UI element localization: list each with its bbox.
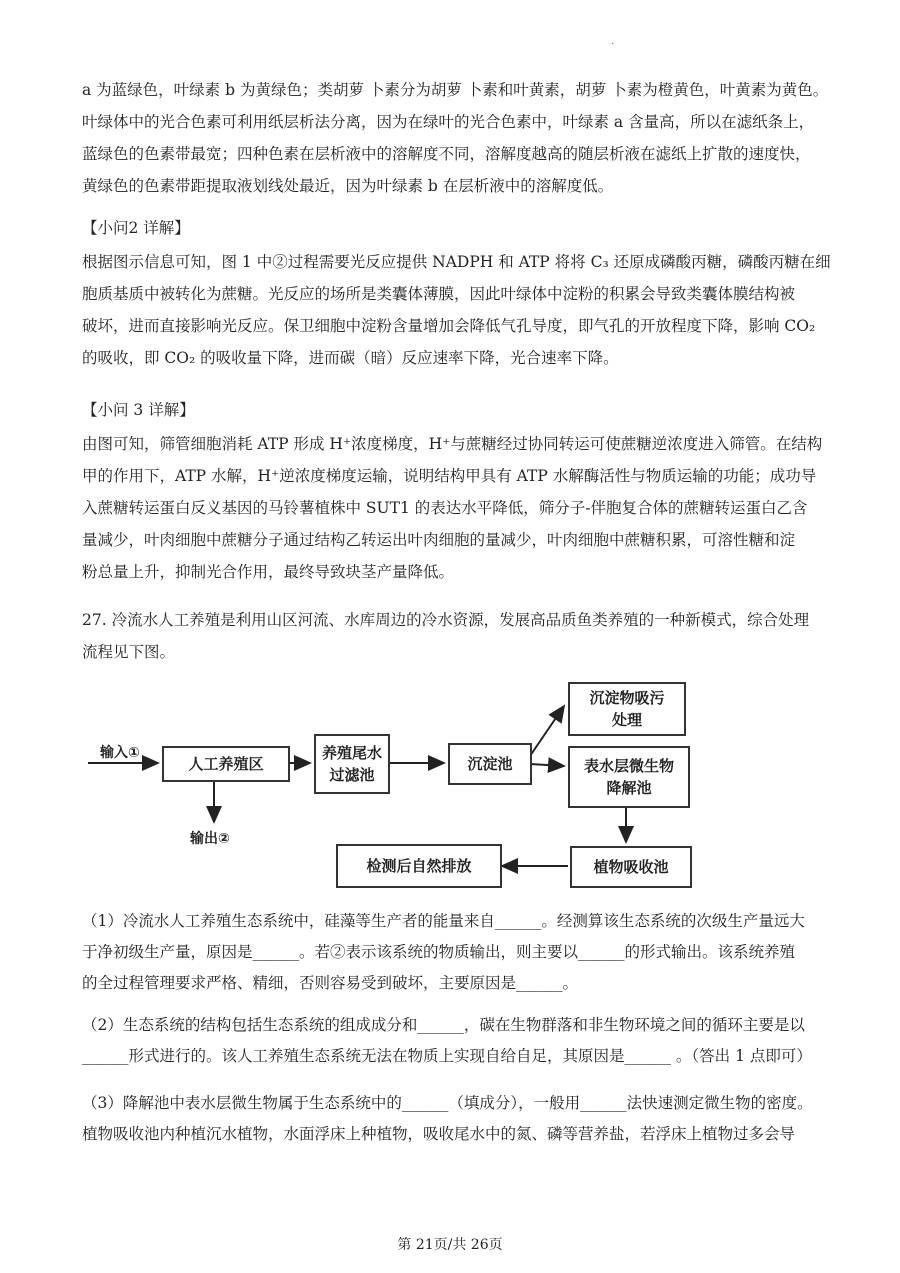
text-line: 叶绿体中的光合色素可利用纸层析法分离，因为在绿叶的光合色素中，叶绿素 a 含量高，所以在滤纸条上， <box>82 113 815 131</box>
page-mark: . <box>611 36 615 47</box>
arrow-sediment-to-micro <box>530 764 564 766</box>
paragraph-subquestion-3 <box>82 428 822 588</box>
text-line: 流程见下图。 <box>82 643 176 661</box>
filter-pool-label-line2: 过滤池 <box>329 766 375 784</box>
microbe-degradation-label-line1: 表水层微生物 <box>583 757 674 775</box>
text-line: （2）生态系统的结构包括生态系统的组成成分和______，碳在生物群落和非生物环境之间的循环主要是以 <box>82 1016 805 1034</box>
text-line: 的全过程管理要求严格、精细，否则容易受到破坏，主要原因是______。 <box>82 974 579 992</box>
text-line: 入蔗糖转运蛋白反义基因的马铃薯植株中 SUT1 的表达水平降低，筛分子-伴胞复合体的蔗糖转运蛋白乙含 <box>82 499 808 517</box>
discharge-label: 检测后自然排放 <box>366 857 472 875</box>
sediment-pool-box <box>448 743 532 785</box>
subquestion-1 <box>82 905 822 998</box>
text-line: 植物吸收池内种植沉水植物，水面浮床上种植物，吸收尾水中的氮、磷等营养盐，若浮床上植物过多会导 <box>82 1125 796 1143</box>
sludge-treatment-label-line2: 处理 <box>611 711 642 729</box>
sludge-treatment-label-line1: 沉淀物吸污 <box>589 689 665 707</box>
text-line: 的吸收，即 CO₂ 的吸收量下降，进而碳（暗）反应速率下降，光合速率下降。 <box>82 349 619 367</box>
arrow-sediment-to-sludge <box>530 706 564 756</box>
microbe-degradation-box <box>568 746 690 808</box>
text-line: 粉总量上升，抑制光合作用，最终导致块茎产量降低。 <box>82 563 455 581</box>
text-line: 甲的作用下，ATP 水解，H⁺逆浓度梯度运输，说明结构甲具有 ATP 水解酶活性与物质运输的功能；成功导 <box>82 467 817 485</box>
microbe-degradation-label-line2: 降解池 <box>606 779 652 797</box>
output-label: 输出② <box>190 831 230 847</box>
text-line: 由图可知，筛管细胞消耗 ATP 形成 H⁺浓度梯度，H⁺与蔗糖经过协同转运可使蔗糖逆浓度进入筛管。在结构 <box>82 435 823 453</box>
paragraph-pigments <box>82 74 829 202</box>
text-line: 量减少，叶肉细胞中蔗糖分子通过结构乙转运出叶肉细胞的量减少，叶肉细胞中蔗糖积累，可溶性糖和淀 <box>82 531 796 549</box>
sludge-treatment-box <box>568 682 686 736</box>
paragraph-subquestion-2 <box>82 246 831 374</box>
text-line: 胞质基质中被转化为蔗糖。光反应的场所是类囊体薄膜，因此叶绿体中淀粉的积累会导致类囊体膜结构被 <box>82 285 796 303</box>
culture-area-label: 人工养殖区 <box>188 755 264 773</box>
filter-pool-box <box>314 734 390 794</box>
text-line: （1）冷流水人工养殖生态系统中，硅藻等生产者的能量来自______。经测算该生态系统的次级生产量远大 <box>82 912 805 930</box>
sediment-pool-label: 沉淀池 <box>467 755 513 773</box>
filter-pool-label-line1: 养殖尾水 <box>321 744 382 762</box>
input-label: 输入① <box>100 745 140 761</box>
plant-absorption-label: 植物吸收池 <box>593 858 669 876</box>
text-line: 黄绿色的色素带距提取液划线处最近，因为叶绿素 b 在层析液中的溶解度低。 <box>82 177 614 195</box>
question-27-stem <box>82 604 822 668</box>
heading-subquestion-3: 【小问 3 详解】 <box>82 401 195 419</box>
discharge-box <box>336 844 502 888</box>
text-line: 蓝绿色的色素带最宽；四种色素在层析液中的溶解度不同，溶解度越高的随层析液在滤纸上扩散的速度快， <box>82 145 811 163</box>
text-line: 破坏，进而直接影响光反应。保卫细胞中淀粉含量增加会降低气孔导度，即气孔的开放程度下降，影响 CO₂ <box>82 317 816 335</box>
text-line: （3）降解池中表水层微生物属于生态系统中的______（填成分），一般用______法快速测定微生物的密度。 <box>82 1094 813 1112</box>
text-line: 27. 冷流水人工养殖是利用山区河流、水库周边的冷水资源，发展高品质鱼类养殖的一种新模式，综合处理 <box>82 611 810 629</box>
subquestion-2 <box>82 1009 822 1071</box>
text-line: a 为蓝绿色，叶绿素 b 为黄绿色；类胡萝 卜素分为胡萝 卜素和叶黄素，胡萝 卜素为橙黄色，叶黄素为黄色。 <box>82 81 829 99</box>
text-line: 根据图示信息可知，图 1 中②过程需要光反应提供 NADPH 和 ATP 将将 C₃ 还原成磷酸丙糖，磷酸丙糖在细 <box>82 253 831 271</box>
flow-diagram <box>86 676 706 906</box>
culture-area-box <box>162 746 290 782</box>
subquestion-3 <box>82 1087 822 1149</box>
plant-absorption-box <box>570 846 692 888</box>
heading-subquestion-2: 【小问2 详解】 <box>82 219 190 237</box>
text-line: 于净初级生产量，原因是______。若②表示该系统的物质输出，则主要以______的形式输出。该系统养殖 <box>82 943 796 961</box>
text-line: ______形式进行的。该人工养殖生态系统无法在物质上实现自给自足，其原因是______ 。（答出 1 点即可） <box>82 1047 812 1065</box>
page-number: 第 21页/共 26页 <box>397 1237 503 1253</box>
